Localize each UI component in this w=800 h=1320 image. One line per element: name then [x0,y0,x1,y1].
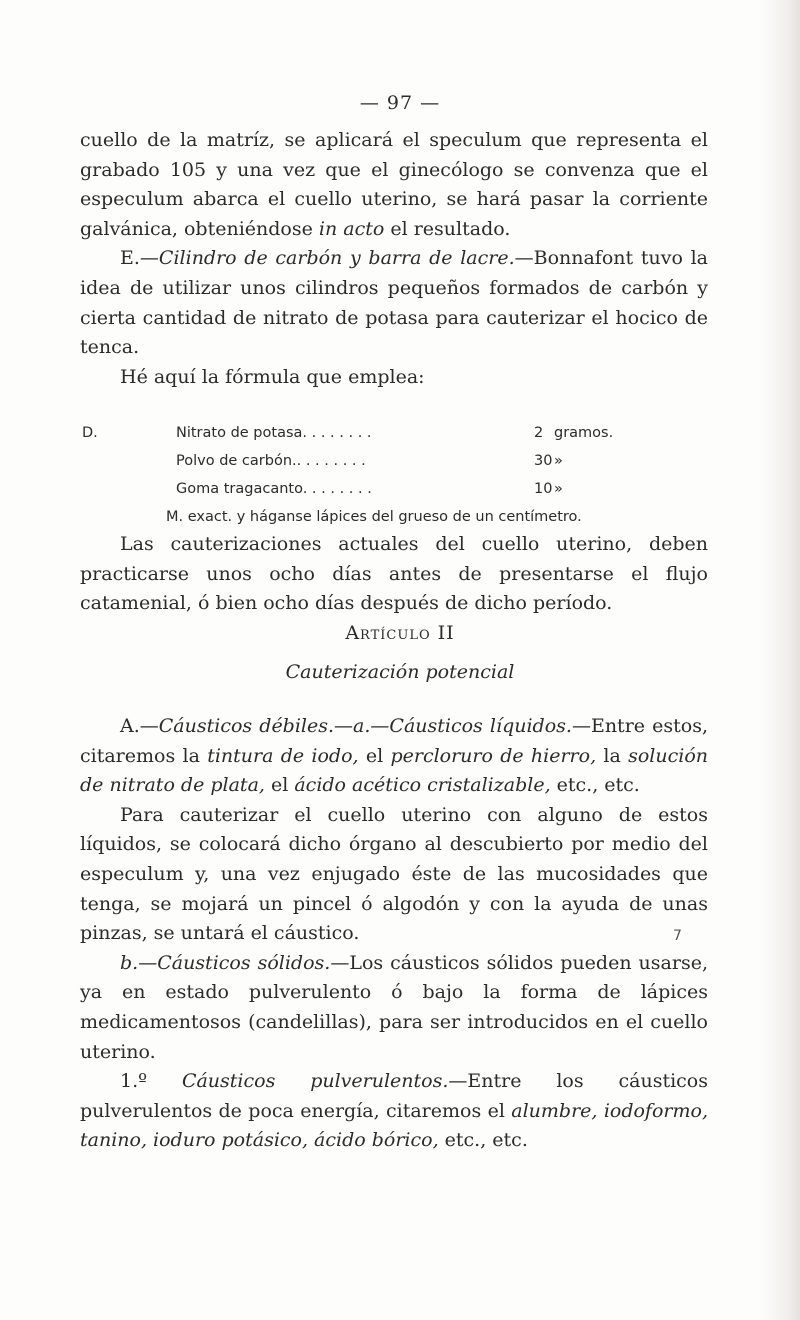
ingredient-name: Nitrato de potasa. . . . . . . . [176,425,372,441]
paragraph-solid-caustics: b.—Cáusticos sólidos.—Los cáusticos sólidos pueden usarse, ya en estado pulverulento ó bajo la forma de lápices medicamentosos (candelillas), para ser introducidos en el cuello uterino. [80,951,708,1063]
paragraph-timing: Las cauterizaciones actuales del cuello uterino, deben practicarse unos ocho días antes de presentarse el flujo catamenial, ó bien ocho días después de dicho período. [80,533,708,615]
page-number: — 97 — [359,92,441,114]
ingredient-name: Polvo de carbón.. . . . . . . . [176,453,366,469]
paragraph-formula-intro: Hé aquí la fórmula que emplea: [120,365,425,388]
recipe-instruction: M. exact. y háganse lápices del grueso de un centímetro. [166,509,582,525]
ingredient-qty: 2 [534,425,544,441]
ingredient-name: Goma tragacanto. . . . . . . . [176,481,372,497]
article-subheading: Cauterización potencial [285,661,515,683]
paragraph-liquid-application: Para cauterizar el cuello uterino con alguno de estos líquidos, se colocará dicho órgano al descubierto por medio del especulum y, una vez enjugado éste de las mucosidades que tenga, se mojará un pincel ó algodón y con la ayuda de unas pinzas, se untará el cáustico. [80,803,708,945]
ingredient-qty: 10 [534,481,553,497]
recipe-item [176,419,696,447]
paragraph-cylinder: E.—Cilindro de carbón y barra de lacre.—Bonnafont tuvo la idea de utilizar unos cilindros pequeños formados de carbón y cierta cantidad de nitrato de potasa para cauterizar el hocico de tenca. [80,247,708,359]
ingredient-unit: » [554,453,563,469]
ingredient-qty: 30 [534,453,553,469]
text-block-top [80,126,708,392]
article-heading: Artículo II [345,622,455,644]
paragraph-powder-caustics: 1.º Cáusticos pulverulentos.—Entre los cáusticos pulverulentos de poca energía, citaremos el alumbre, iodoformo, tanino, ioduro potásico, ácido bórico, etc., etc. [80,1070,708,1152]
page-edge-shadow [760,0,800,1320]
recipe-item [176,447,696,475]
printer-signature: 7 [673,928,682,944]
paragraph-weak-caustics: A.—Cáusticos débiles.—a.—Cáusticos líquidos.—Entre estos, citaremos la tintura de iodo, el percloruro de hierro, la solución de nitrato de plata, el ácido acético cristalizable, etc., etc. [80,715,709,797]
text-block-middle [80,530,708,619]
text-block-bottom [80,712,708,1156]
italic-term: in acto [318,217,385,240]
section-title-italic: Cilindro de carbón y barra de lacre. [158,247,515,270]
ingredient-unit: » [554,481,563,497]
recipe-item [176,475,696,503]
paragraph-galvanic: cuello de la matríz, se aplicará el speculum que representa el grabado 105 y una vez que el ginecólogo se convenza que el especulum abarca el cuello uterino, se hará pasar la corriente galvánica, obteniéndose in acto el resultado. [80,129,708,240]
ingredient-unit: gramos. [554,425,614,441]
recipe-label: D. [82,425,98,441]
